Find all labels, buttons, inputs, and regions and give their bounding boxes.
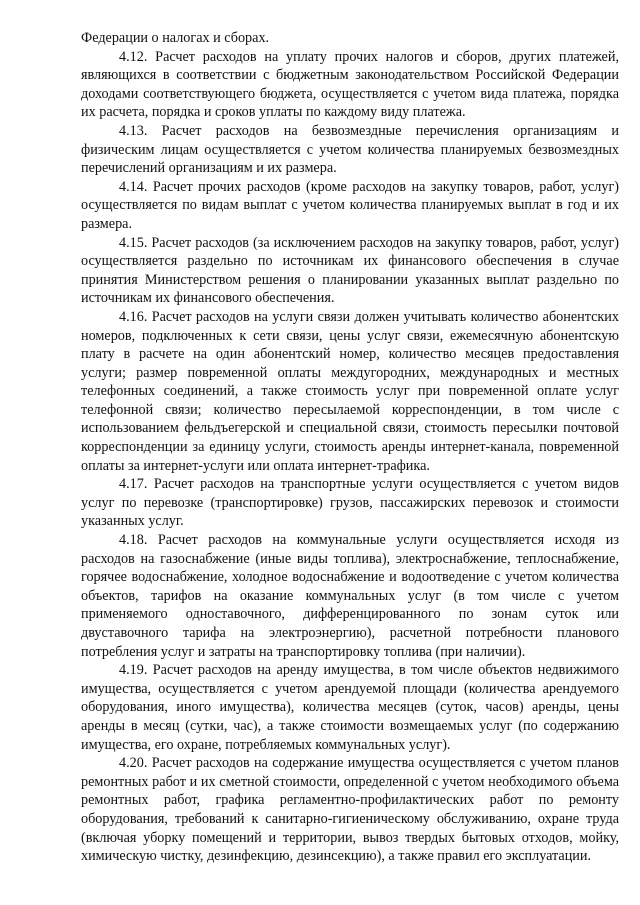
paragraph-4-16: 4.16. Расчет расходов на услуги связи должен учитывать количество абонентских номеров, подключенных к сети связи, цены услуг связи, ежемесячную абонентскую плату в расчете на один абонентский номер, количество месяцев предоставления услуги; размер повременной оплаты междугородних, международных и местных телефонных соединений, а также стоимость услуг при повременной оплате услуг телефонной связи; количество пересылаемой корреспонденции, в том числе с использованием фельдъегерской и специальной связи, стоимость пересылки почтовой корреспонденции за единицу услуги, стоимость аренды интернет-канала, повременной оплаты за интернет-услуги или оплата интернет-трафика. xyxy=(81,308,619,474)
paragraph-4-18: 4.18. Расчет расходов на коммунальные услуги осуществляется исходя из расходов на газоснабжение (иные виды топлива), электроснабжение, теплоснабжение, горячее водоснабжение, холодное водоснабжение и водоотведение с учетом количества объектов, тарифов на оказание коммунальных услуг (в том числе с учетом применяемого одноставочного, дифференцированного по зонам суток или двуставочного тарифа на электроэнергию), расчетной потребности планового потребления услуг и затраты на транспортировку топлива (при наличии). xyxy=(81,532,619,660)
paragraph-4-15: 4.15. Расчет расходов (за исключением расходов на закупку товаров, работ, услуг) осуществляется раздельно по источникам их финансового обеспечения в случае принятия Министерством решения о планировании указанных выплат раздельно по источникам их финансового обеспечения. xyxy=(81,234,619,307)
paragraph-continuation: Федерации о налогах и сборах. xyxy=(81,30,270,46)
paragraph-4-14: 4.14. Расчет прочих расходов (кроме расходов на закупку товаров, работ, услуг) осуществляется по видам выплат с учетом количества планируемых выплат в год и их размера. xyxy=(81,178,619,232)
paragraph-4-19: 4.19. Расчет расходов на аренду имущества, в том числе объектов недвижимого имущества, осуществляется с учетом арендуемой площади (количества арендуемого оборудования, иного имущества), количества месяцев (суток, часов) аренды, цены аренды в месяц (сутки, час), а также стоимости возмещаемых услуг (по содержанию имущества, его охране, потребляемых коммунальных услуг). xyxy=(81,662,619,753)
paragraph-4-17: 4.17. Расчет расходов на транспортные услуги осуществляется с учетом видов услуг по перевозке (транспортировке) грузов, пассажирских перевозок и стоимости указанных услуг. xyxy=(81,476,619,530)
document-body xyxy=(81,29,619,866)
paragraph-4-20: 4.20. Расчет расходов на содержание имущества осуществляется с учетом планов ремонтных работ и их сметной стоимости, определенной с учетом необходимого объема ремонтных работ, графика регламентно-профилактических работ по ремонту оборудования, требований к санитарно-гигиеническому обслуживанию, охране труда (включая уборку помещений и территории, вывоз твердых бытовых отходов, мойку, химическую чистку, дезинфекцию, дезинсекцию), а также правил его эксплуатации. xyxy=(81,755,619,865)
paragraph-4-12: 4.12. Расчет расходов на уплату прочих налогов и сборов, других платежей, являющихся в соответствии с бюджетным законодательством Российской Федерации доходами соответствующего бюджета, осуществляется с учетом вида платежа, порядка их расчета, порядка и сроков уплаты по каждому виду платежа. xyxy=(81,48,619,121)
paragraph-4-13: 4.13. Расчет расходов на безвозмездные перечисления организациям и физическим лицам осуществляется с учетом количества планируемых безвозмездных перечислений организациям и их размера. xyxy=(81,122,619,177)
